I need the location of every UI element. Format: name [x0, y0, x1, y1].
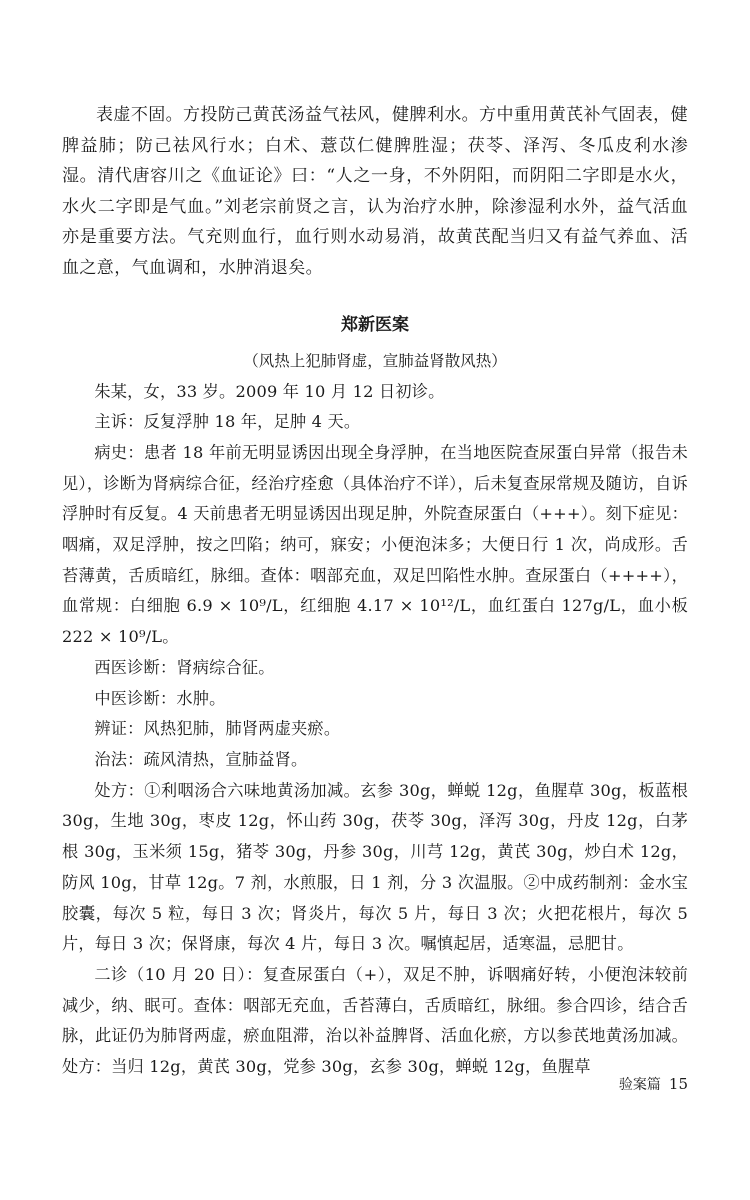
patient-info: 朱某，女，33 岁。2009 年 10 月 12 日初诊。: [94, 381, 445, 401]
page-content: [62, 100, 688, 1083]
medical-history: 病史：患者 18 年前无明显诱因出现全身浮肿，在当地医院查尿蛋白异常（报告未见），诊断为肾病综合征，经治疗痊愈（具体治疗不详），后未复查尿常规及随访，自诉浮肿时有反复。4 天前患者无明显诱因出现足肿，外院查尿蛋白（+++）。刻下症见：咽痛，双足浮肿，按之凹陷；纳可，寐安；小便泡沫多；大便日行 1 次，尚成形。舌苔薄黄，舌质暗红，脉细。查体：咽部充血，双足凹陷性水肿。查尿蛋白（++++），血常规：白细胞 6.9 × 10⁹/L，红细胞 4.17 × 10¹²/L，血红蛋白 127g/L，血小板 222 × 10⁹/L。: [62, 442, 688, 647]
footer-section: 验案篇: [618, 1077, 661, 1093]
syndrome-differentiation: 辨证：风热犯肺，肺肾两虚夹瘀。: [94, 719, 341, 739]
treatment-method: 治法：疏风清热，宣肺益肾。: [94, 750, 308, 769]
page-number: 15: [668, 1075, 688, 1093]
commentary-paragraph: 表虚不固。方投防己黄芪汤益气祛风，健脾利水。方中重用黄芪补气固表，健脾益肺；防己祛风行水；白术、薏苡仁健脾胜湿；茯苓、泽泻、冬瓜皮利水渗湿。清代唐容川之《血证论》曰：“人之一身，不外阴阳，而阴阳二字即是水火，水火二字即是气血。”刘老宗前贤之言，认为治疗水肿，除渗湿利水外，益气活血亦是重要方法。气充则血行，血行则水动易消，故黄芪配当归又有益气养血、活血之意，气血调和，水肿消退矣。: [62, 105, 688, 278]
second-visit: 二诊（10 月 20 日）：复查尿蛋白（+），双足不肿，诉咽痛好转，小便泡沫较前减少，纳、眠可。查体：咽部无充血，舌苔薄白，舌质暗红，脉细。参合四诊，结合舌脉，此证仍为肺肾两虚，瘀血阻滞，治以补益脾肾、活血化瘀，方以参芪地黄汤加减。处方：当归 12g，黄芪 30g，党参 30g，玄参 30g，蝉蜕 12g，鱼腥草: [62, 964, 688, 1077]
chief-complaint: 主诉：反复浮肿 18 年，足肿 4 天。: [94, 412, 361, 432]
western-diagnosis: 西医诊断：肾病综合征。: [94, 657, 275, 677]
prescription: 处方：①利咽汤合六味地黄汤加减。玄参 30g，蝉蜕 12g，鱼腥草 30g，板蓝根 30g，生地 30g，枣皮 12g，怀山药 30g，茯苓 30g，泽泻 30g，丹皮 12g，白茅根 30g，玉米须 15g，猪苓 30g，丹参 30g，川芎 12g，黄芪 30g，炒白术 12g，防风 10g，甘草 12g。7 剂，水煎服，日 1 剂，分 3 次温服。②中成药制剂：金水宝胶囊，每次 5 粒，每日 3 次；肾炎片，每次 5 片，每日 3 次；火把花根片，每次 5 片，每日 3 次；保肾康，每次 4 片，每日 3 次。嘱慎起居，适寒温，忌肥甘。: [62, 780, 688, 954]
tcm-diagnosis: 中医诊断：水肿。: [94, 688, 226, 708]
case-subtitle: （风热上犯肺肾虚，宣肺益肾散风热）: [243, 351, 507, 370]
page-footer: [619, 1074, 688, 1094]
case-title: 郑新医案: [341, 314, 409, 335]
